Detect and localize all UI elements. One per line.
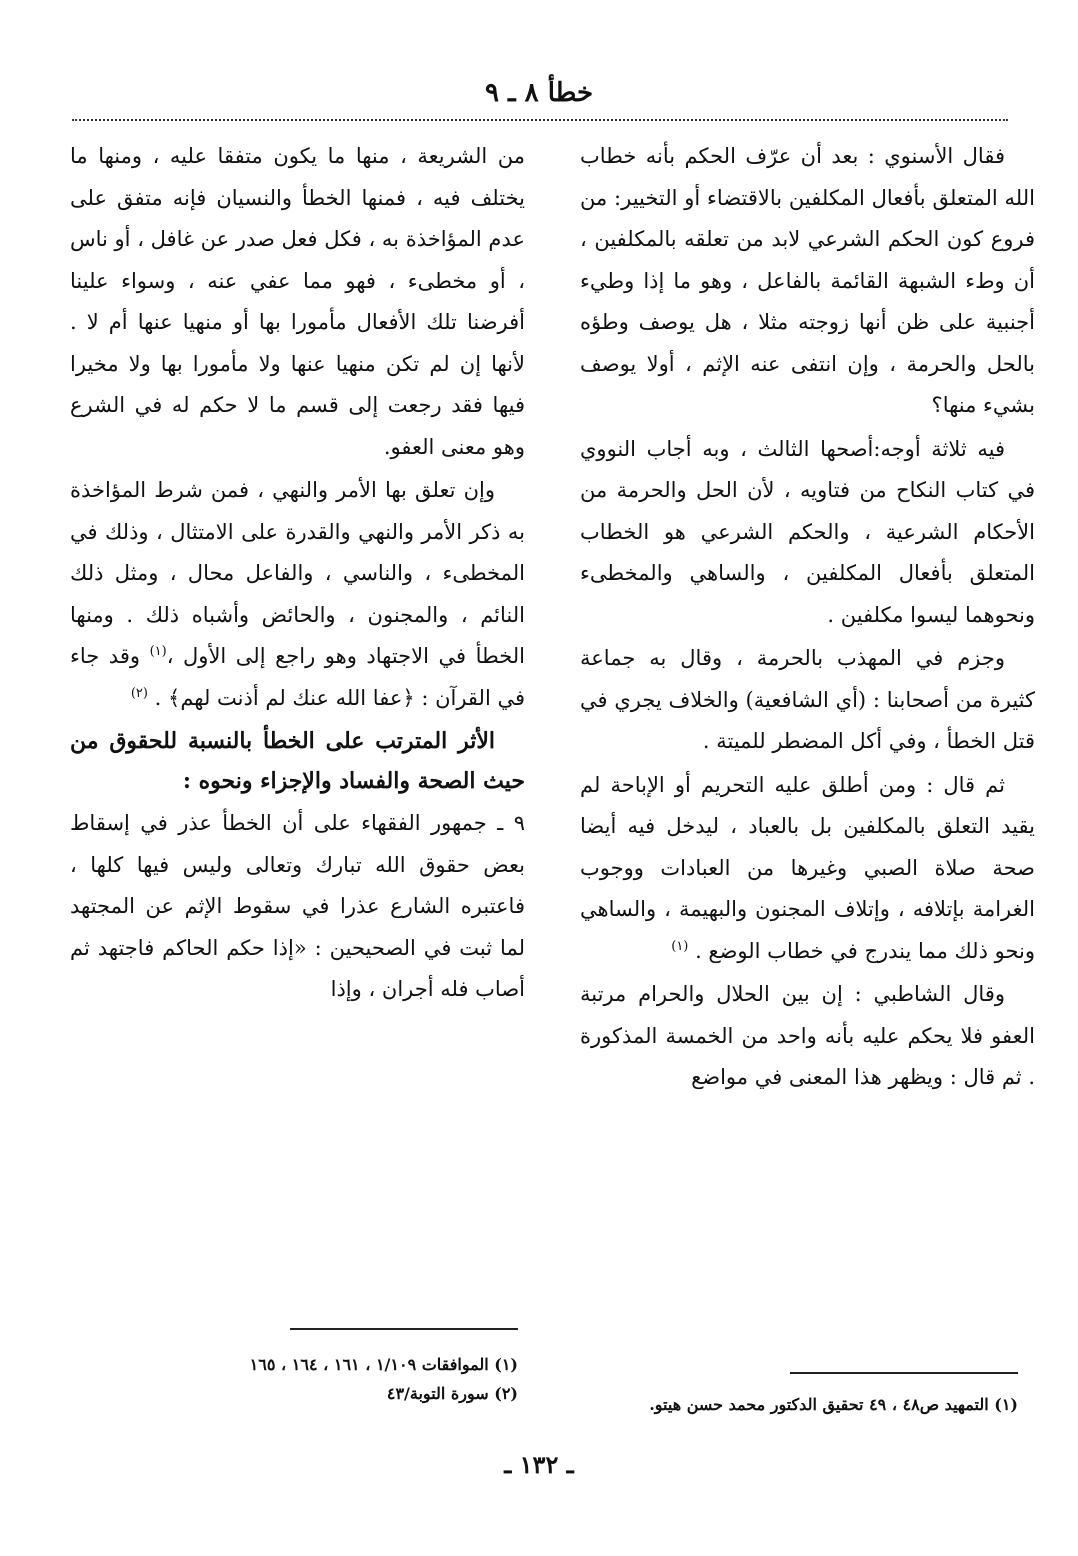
paragraph: فيه ثلاثة أوجه:أصحها الثالث ، وبه أجاب النووي في كتاب النكاح من فتاويه ، لأن الحل والحرمة من الأحكام الشرعية ، والحكم الشرعي هو الخطاب المتعلق بأفعال المكلفين ، والساهي والمخطىء ونحوهما ليسوا مكلفين .: [580, 436, 1035, 627]
paragraph: [580, 765, 1035, 973]
footnote: (١) الموافقات ١/١٠٩ ، ١٦١ ، ١٦٤ ، ١٦٥: [249, 1355, 518, 1374]
paragraph-text: وإن تعلق بها الأمر والنهي ، فمن شرط المؤاخذة به ذكر الأمر والنهي والقدرة على الامتثال ، وذلك في المخطىء ، والناسي ، والفاعل محال ، ومثل ذلك النائم ، والمجنون ، والحائض وأشباه ذلك . ومنها الخطأ في الاجتهاد وهو راجع إلى الأول ،: [70, 478, 525, 668]
footnotes-left: [70, 1350, 518, 1408]
paragraph: [70, 470, 525, 719]
footnote-rule: [790, 1372, 1018, 1374]
paragraph: من الشريعة ، منها ما يكون متفقا عليه ، ومنها ما يختلف فيه ، فمنها الخطأ والنسيان فإنه متفق على عدم المؤاخذة به ، فكل فعل صدر عن غافل ، أو ناس ، أو مخطىء ، فهو مما عفي عنه ، وسواء علينا أفرضنا تلك الأفعال مأمورا بها أو منهيا عنها أم لا . لأنها إن لم تكن منهيا عنها ولا مأمورا بها ولا مخيرا فيها فقد رجعت إلى قسم ما لا حكم له في الشرع وهو معنى العفو.: [69, 144, 525, 459]
paragraph-text: ثم قال : ومن أطلق عليه التحريم أو الإباحة لم يقيد التعلق بالمكلفين بل بالعباد ، ليدخل فيه أيضا صحة صلاة الصبي وغيرها من العبادات ووجوب الغرامة بإتلافه ، وإتلاف المجنون والبهيمة ، والساهي ونحو ذلك مما يندرج في خطاب الوضع .: [580, 772, 1035, 963]
paragraph: فقال الأسنوي : بعد أن عرّف الحكم بأنه خطاب الله المتعلق بأفعال المكلفين بالاقتضاء أو التخيير: من فروع كون الحكم الشرعي لابد من تعلقه بالمكلفين ، أن وطء الشبهة القائمة بالفاعل ، وهو ما إذا وطيء أجنبية على ظن أنها زوجته مثلا ، هل يوصف وطؤه بالحل والحرمة ، وإن انتفى عنه الإثم ، أولا يوصف بشيء منها؟: [580, 144, 1035, 417]
paragraph-text: وقد جاء في القرآن : ﴿عفا الله عنك لم أذنت لهم﴾ .: [70, 644, 525, 710]
footnote: (١) التمهيد ص٤٨ ، ٤٩ تحقيق الدكتور محمد حسن هيتو.: [649, 1395, 1018, 1414]
footnote-marker: (٢): [130, 685, 148, 701]
footnotes-right: [560, 1390, 1018, 1419]
page-number: ـ ١٣٢ ـ: [504, 1450, 574, 1479]
running-header: خطأ ٨ ـ ٩: [484, 78, 594, 108]
footnote: (٢) سورة التوبة/٤٣: [386, 1384, 518, 1403]
paragraph: وجزم في المهذب بالحرمة ، وقال به جماعة كثيرة من أصحابنا : (أي الشافعية) والخلاف يجري في قتل الخطأ ، وفي أكل المضطر للميتة .: [580, 646, 1035, 753]
paragraph: ٩ ـ جمهور الفقهاء على أن الخطأ عذر في إسقاط بعض حقوق الله تبارك وتعالى وليس فيها كلها ، فاعتبره الشارع عذرا في سقوط الإثم عن المجتهد لما ثبت في الصحيحين : «إذا حكم الحاكم فاجتهد ثم أصاب فله أجران ، وإذا: [70, 811, 525, 1001]
footnote-marker: (١): [149, 644, 167, 659]
footnote-rule: [290, 1328, 518, 1330]
section-heading: الأثر المترتب على الخطأ بالنسبة للحقوق من حيث الصحة والفساد والإجزاء ونحوه :: [70, 728, 525, 794]
header-dotted-rule: [72, 119, 1008, 121]
right-column: [580, 136, 1035, 1101]
left-column: [70, 136, 525, 1013]
paragraph: وقال الشاطبي : إن بين الحلال والحرام مرتبة العفو فلا يحكم عليه بأنه واحد من الخمسة المذكورة . ثم قال : ويظهر هذا المعنى في مواضع: [580, 982, 1035, 1089]
footnote-marker: (١): [671, 938, 689, 954]
